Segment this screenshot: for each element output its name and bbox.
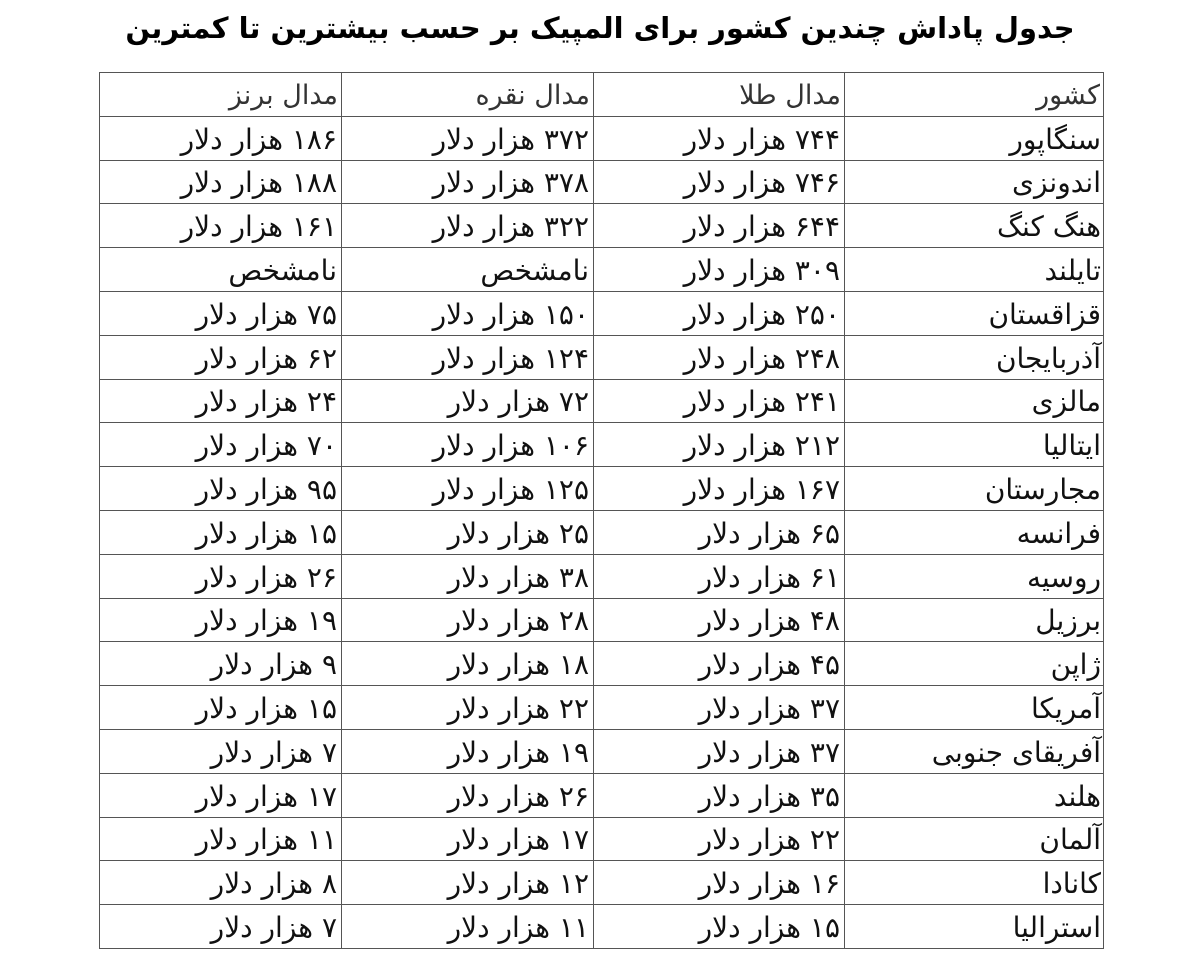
gold-prize-cell: ۲۵۰ هزار دلار xyxy=(594,291,845,335)
table-row xyxy=(100,642,1104,686)
country-cell: آمریکا xyxy=(845,686,1104,730)
silver-prize-cell: ۳۲۲ هزار دلار xyxy=(342,204,594,248)
gold-prize-cell: ۶۱ هزار دلار xyxy=(594,554,845,598)
bronze-prize-cell: ۱۵ هزار دلار xyxy=(100,510,342,554)
silver-prize-cell: ۲۶ هزار دلار xyxy=(342,773,594,817)
bronze-prize-cell: ۱۵ هزار دلار xyxy=(100,686,342,730)
country-cell: برزیل xyxy=(845,598,1104,642)
country-cell: کانادا xyxy=(845,861,1104,905)
bronze-prize-cell: ۷ هزار دلار xyxy=(100,729,342,773)
country-cell: هنگ کنگ xyxy=(845,204,1104,248)
country-cell: مالزی xyxy=(845,379,1104,423)
country-cell: سنگاپور xyxy=(845,116,1104,160)
gold-prize-cell: ۴۸ هزار دلار xyxy=(594,598,845,642)
country-cell: تایلند xyxy=(845,248,1104,292)
bronze-prize-cell: ۱۸۸ هزار دلار xyxy=(100,160,342,204)
country-cell: هلند xyxy=(845,773,1104,817)
table-row xyxy=(100,335,1104,379)
silver-prize-cell: ۱۷ هزار دلار xyxy=(342,817,594,861)
gold-prize-cell: ۲۲ هزار دلار xyxy=(594,817,845,861)
header-country: کشور xyxy=(845,73,1104,117)
gold-prize-cell: ۲۴۱ هزار دلار xyxy=(594,379,845,423)
country-cell: ایتالیا xyxy=(845,423,1104,467)
table-row xyxy=(100,379,1104,423)
bronze-prize-cell: ۷۰ هزار دلار xyxy=(100,423,342,467)
silver-prize-cell: ۳۷۸ هزار دلار xyxy=(342,160,594,204)
table-row xyxy=(100,467,1104,511)
bronze-prize-cell: ۲۴ هزار دلار xyxy=(100,379,342,423)
silver-prize-cell: ۱۲۴ هزار دلار xyxy=(342,335,594,379)
header-silver-medal: مدال نقره xyxy=(342,73,594,117)
silver-prize-cell: ۳۸ هزار دلار xyxy=(342,554,594,598)
bronze-prize-cell: نامشخص xyxy=(100,248,342,292)
table-row xyxy=(100,510,1104,554)
table-row xyxy=(100,729,1104,773)
table-row xyxy=(100,686,1104,730)
bronze-prize-cell: ۹۵ هزار دلار xyxy=(100,467,342,511)
gold-prize-cell: ۳۷ هزار دلار xyxy=(594,686,845,730)
bronze-prize-cell: ۲۶ هزار دلار xyxy=(100,554,342,598)
gold-prize-cell: ۲۴۸ هزار دلار xyxy=(594,335,845,379)
gold-prize-cell: ۲۱۲ هزار دلار xyxy=(594,423,845,467)
table-row xyxy=(100,248,1104,292)
table-row xyxy=(100,554,1104,598)
bronze-prize-cell: ۷۵ هزار دلار xyxy=(100,291,342,335)
header-gold-medal: مدال طلا xyxy=(594,73,845,117)
table-row xyxy=(100,773,1104,817)
gold-prize-cell: ۷۴۶ هزار دلار xyxy=(594,160,845,204)
silver-prize-cell: ۱۵۰ هزار دلار xyxy=(342,291,594,335)
gold-prize-cell: ۳۷ هزار دلار xyxy=(594,729,845,773)
bronze-prize-cell: ۱۶۱ هزار دلار xyxy=(100,204,342,248)
gold-prize-cell: ۱۶۷ هزار دلار xyxy=(594,467,845,511)
table-row xyxy=(100,160,1104,204)
bronze-prize-cell: ۹ هزار دلار xyxy=(100,642,342,686)
silver-prize-cell: ۷۲ هزار دلار xyxy=(342,379,594,423)
silver-prize-cell: ۱۱ هزار دلار xyxy=(342,905,594,949)
header-bronze-medal: مدال برنز xyxy=(100,73,342,117)
silver-prize-cell: ۱۲۵ هزار دلار xyxy=(342,467,594,511)
country-cell: آلمان xyxy=(845,817,1104,861)
table-row xyxy=(100,291,1104,335)
country-cell: آفریقای جنوبی xyxy=(845,729,1104,773)
silver-prize-cell: ۲۸ هزار دلار xyxy=(342,598,594,642)
bronze-prize-cell: ۱۷ هزار دلار xyxy=(100,773,342,817)
gold-prize-cell: ۶۵ هزار دلار xyxy=(594,510,845,554)
gold-prize-cell: ۱۶ هزار دلار xyxy=(594,861,845,905)
silver-prize-cell: ۱۲ هزار دلار xyxy=(342,861,594,905)
bronze-prize-cell: ۱۸۶ هزار دلار xyxy=(100,116,342,160)
table-row xyxy=(100,204,1104,248)
table-row xyxy=(100,423,1104,467)
table-row xyxy=(100,817,1104,861)
bronze-prize-cell: ۱۱ هزار دلار xyxy=(100,817,342,861)
table-row xyxy=(100,116,1104,160)
gold-prize-cell: ۴۵ هزار دلار xyxy=(594,642,845,686)
gold-prize-cell: ۷۴۴ هزار دلار xyxy=(594,116,845,160)
page-title: جدول پاداش چندین کشور برای المپیک بر حسب بیشترین تا کمترین xyxy=(125,11,1075,45)
olympic-prize-table xyxy=(99,72,1104,949)
country-cell: قزاقستان xyxy=(845,291,1104,335)
gold-prize-cell: ۱۵ هزار دلار xyxy=(594,905,845,949)
bronze-prize-cell: ۸ هزار دلار xyxy=(100,861,342,905)
table-body xyxy=(100,116,1104,948)
table-row xyxy=(100,598,1104,642)
table-row xyxy=(100,861,1104,905)
gold-prize-cell: ۳۵ هزار دلار xyxy=(594,773,845,817)
country-cell: فرانسه xyxy=(845,510,1104,554)
silver-prize-cell: ۳۷۲ هزار دلار xyxy=(342,116,594,160)
country-cell: مجارستان xyxy=(845,467,1104,511)
table-row xyxy=(100,905,1104,949)
country-cell: استرالیا xyxy=(845,905,1104,949)
country-cell: اندونزی xyxy=(845,160,1104,204)
table-header-row xyxy=(100,73,1104,117)
gold-prize-cell: ۶۴۴ هزار دلار xyxy=(594,204,845,248)
gold-prize-cell: ۳۰۹ هزار دلار xyxy=(594,248,845,292)
silver-prize-cell: ۱۹ هزار دلار xyxy=(342,729,594,773)
silver-prize-cell: ۲۲ هزار دلار xyxy=(342,686,594,730)
country-cell: روسیه xyxy=(845,554,1104,598)
silver-prize-cell: نامشخص xyxy=(342,248,594,292)
country-cell: ژاپن xyxy=(845,642,1104,686)
bronze-prize-cell: ۷ هزار دلار xyxy=(100,905,342,949)
silver-prize-cell: ۱۸ هزار دلار xyxy=(342,642,594,686)
silver-prize-cell: ۱۰۶ هزار دلار xyxy=(342,423,594,467)
bronze-prize-cell: ۱۹ هزار دلار xyxy=(100,598,342,642)
bronze-prize-cell: ۶۲ هزار دلار xyxy=(100,335,342,379)
silver-prize-cell: ۲۵ هزار دلار xyxy=(342,510,594,554)
country-cell: آذربایجان xyxy=(845,335,1104,379)
